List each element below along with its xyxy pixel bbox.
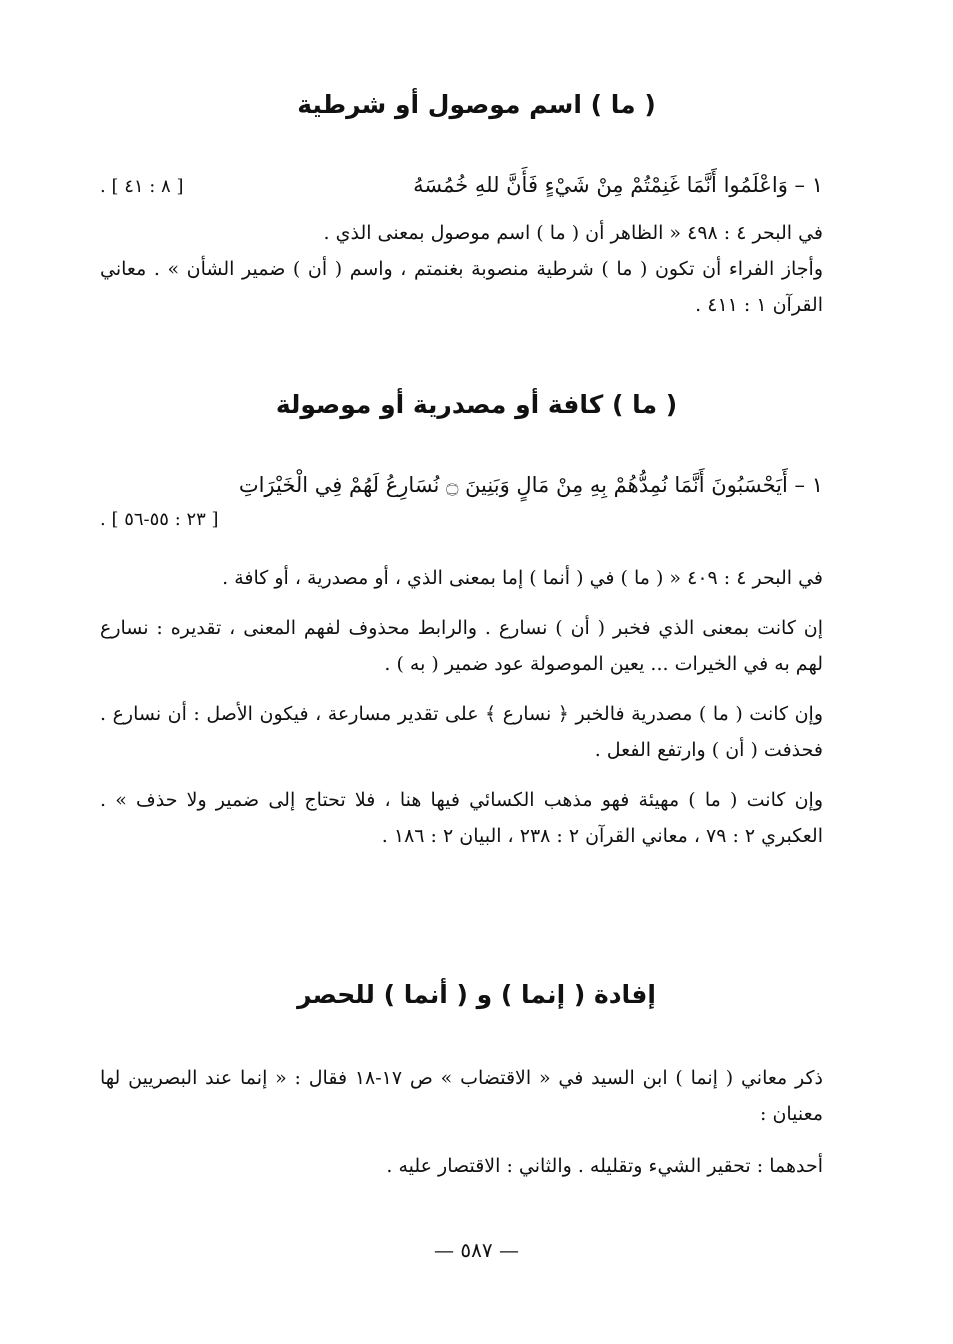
- page-number: — ٥٨٧ —: [434, 1238, 519, 1262]
- section-body-1: [100, 215, 823, 323]
- section-heading-3: إفادة ( إنما ) و ( أنما ) للحصر: [297, 980, 656, 1009]
- section-body-3: [100, 1060, 823, 1184]
- quran-verse: ١ – أَيَحْسَبُونَ أَنَّمَا نُمِدُّهُمْ بِهِ مِنْ مَالٍ وَبَنِينَ ۝ نُسَارِعُ لَهُمْ فِي الْخَيْرَاتِ: [238, 473, 823, 497]
- paragraph: في البحر ٤ : ٤٩٨ « الظاهر أن ( ما ) اسم موصول بمعنى الذي .: [323, 222, 823, 244]
- quran-verse: ١ – وَاعْلَمُوا أَنَّمَا غَنِمْتُمْ مِنْ شَيْءٍ فَأَنَّ للهِ خُمُسَهُ: [413, 173, 823, 197]
- paragraph: في البحر ٤ : ٤٠٩ « ( ما ) في ( أنما ) إما بمعنى الذي ، أو مصدرية ، أو كافة .: [222, 567, 823, 589]
- section-body-2: [100, 560, 823, 854]
- paragraph: وأجاز الفراء أن تكون ( ما ) شرطية منصوبة بغنمتم ، واسم ( أن ) ضمير الشأن » . معاني القرآن ١ : ٤١١ .: [100, 258, 823, 316]
- paragraph: ذكر معاني ( إنما ) ابن السيد في « الاقتضاب » ص ١٧-١٨ فقال : « إنما عند البصريين لها معنيان :: [100, 1067, 823, 1125]
- paragraph: أحدهما : تحقير الشيء وتقليله . والثاني : الاقتصار عليه .: [386, 1155, 823, 1177]
- paragraph: وإن كانت ( ما ) مهيئة فهو مذهب الكسائي فيها هنا ، فلا تحتاج إلى ضمير ولا حذف » . العكبري ٢ : ٧٩ ، معاني القرآن ٢ : ٢٣٨ ، البيان ٢ : ١٨٦ .: [100, 789, 823, 847]
- verse-block-2: [100, 465, 823, 535]
- verse-reference: [ ٨ : ٤١ ] .: [100, 176, 184, 197]
- section-heading-2: ( ما ) كافة أو مصدرية أو موصولة: [275, 390, 678, 419]
- verse-reference: [ ٢٣ : ٥٥-٥٦ ] .: [100, 509, 219, 530]
- verse-block-1: [100, 165, 823, 205]
- paragraph: وإن كانت ( ما ) مصدرية فالخبر ﴿ نسارع ﴾ على تقدير مسارعة ، فيكون الأصل : أن نسارع . فحذفت ( أن ) وارتفع الفعل .: [100, 703, 823, 761]
- paragraph: إن كانت بمعنى الذي فخبر ( أن ) نسارع . والرابط محذوف لفهم المعنى ، تقديره : نسارع لهم به في الخيرات ... يعين الموصولة عود ضمير ( به ) .: [100, 617, 823, 675]
- section-heading-1: ( ما ) اسم موصول أو شرطية: [297, 90, 656, 119]
